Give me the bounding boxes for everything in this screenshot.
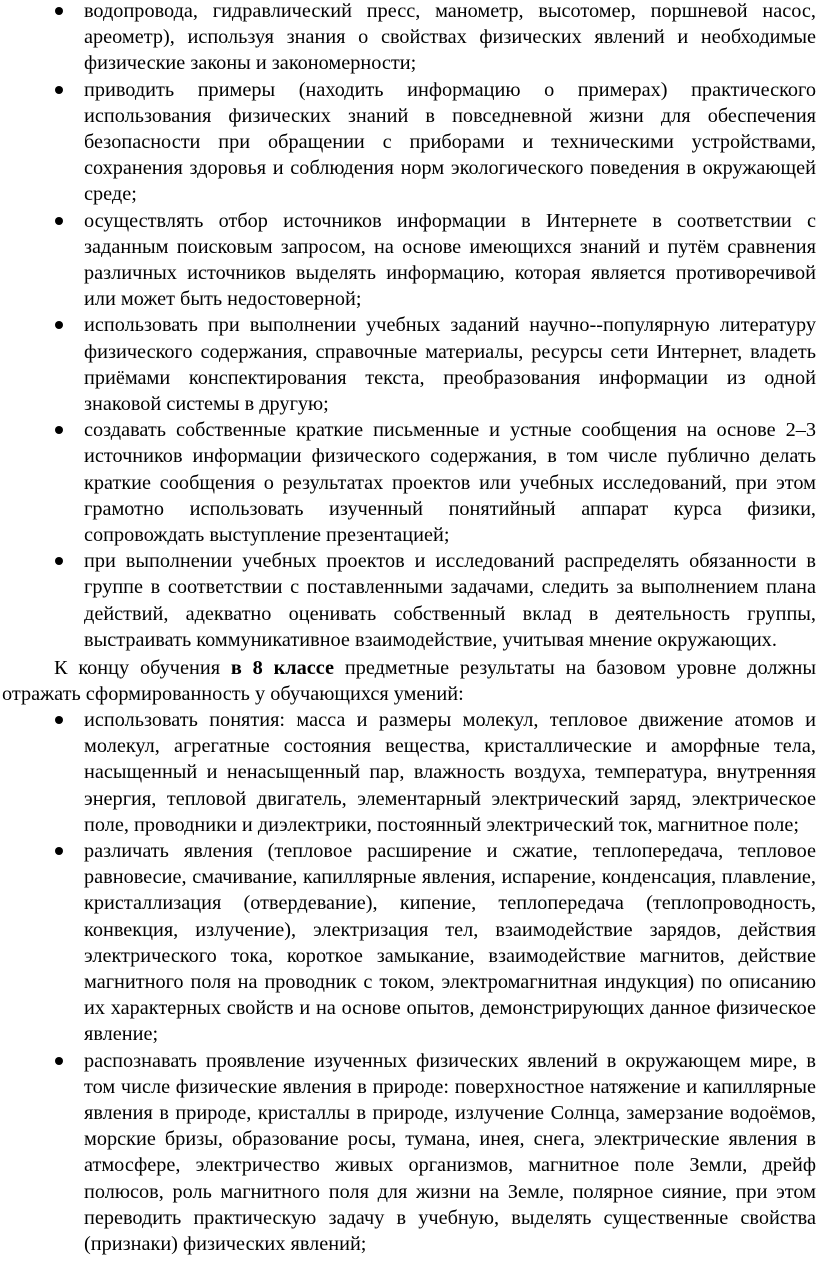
list-item-text: водопровода, гидравлический пресс, манометр, высотомер, поршневой насос, ареометр), используя знания о свойствах физических явлений и необходимые физические законы и закономерности; <box>84 0 816 75</box>
bullet-icon <box>55 1057 63 1065</box>
list-item <box>84 417 816 548</box>
list-item <box>84 0 816 77</box>
intro-text-before: К концу обучения <box>54 657 231 679</box>
intro-text-bold: в 8 классе <box>230 657 335 679</box>
bullet-icon <box>55 716 63 724</box>
list-item-text: при выполнении учебных проектов и исследований распределять обязанности в группе в соответствии с поставленными задачами, следить за выполнением плана действий, адекватно оценивать собственный вклад в деятельность группы, выстраивать коммуникативное взаимодействие, учитывая мнение окружающих. <box>84 550 816 651</box>
list-item <box>84 77 816 208</box>
list-item-text: использовать при выполнении учебных заданий научно--популярную литературу физического содержания, справочные материалы, ресурсы сети Интернет, владеть приёмами конспектирования текста, преобразования информации из одной знаковой системы в другую; <box>84 314 816 416</box>
list-item <box>84 707 816 838</box>
list-item <box>84 208 816 313</box>
bullet-list-grade-8-skills <box>0 707 816 1257</box>
list-item <box>84 838 816 1048</box>
list-item-text: осуществлять отбор источников информации в Интернете в соответствии с заданным поисковым запросом, на основе имеющихся знаний и путём сравнения различных источников выделять информацию, которая является противоречивой или может быть недостоверной; <box>84 209 816 311</box>
list-item-text: использовать понятия: масса и размеры молекул, тепловое движение атомов и молекул, агрегатные состояния вещества, кристаллические и аморфные тела, насыщенный и ненасыщенный пар, влажность воздуха, температура, внутренняя энергия, тепловой двигатель, элементарный электрический заряд, электрическое поле, проводники и диэлектрики, постоянный электрический ток, магнитное поле; <box>84 709 816 836</box>
list-item <box>84 1048 816 1258</box>
bullet-icon <box>55 321 63 329</box>
bullet-icon <box>55 217 63 225</box>
list-item-text: приводить примеры (находить информацию о примерах) практического использования физических знаний в повседневной жизни для обеспечения безопасности при обращении с приборами и техническими устройствами, сохранения здоровья и соблюдения норм экологического поведения в окружающей среде; <box>84 78 816 206</box>
bullet-icon <box>55 426 63 434</box>
list-item-text: распознавать проявление изученных физических явлений в окружающем мире, в том числе физические явления в природе: поверхностное натяжение и капиллярные явления в природе, кристаллы в природе, излучение Солнца, замерзание водоёмов, морские бризы, образование росы, тумана, инея, снега, электрические явления в атмосфере, электричество живых организмов, магнитное поле Земли, дрейф полюсов, роль магнитного поля для жизни на Земле, полярное сияние, при этом переводить практическую задачу в учебную, выделять существенные свойства (признаки) физических явлений; <box>84 1049 816 1256</box>
grade-8-intro-paragraph <box>0 655 816 707</box>
bullet-icon <box>55 557 63 565</box>
bullet-icon <box>55 7 63 15</box>
intro-text-after: предметные результаты на базовом уровне должны отражать сформированность у обучающихся умений: <box>2 657 816 706</box>
bullet-icon <box>55 847 63 855</box>
list-item-text: различать явления (тепловое расширение и сжатие, теплопередача, тепловое равновесие, смачивание, капиллярные явления, испарение, конденсация, плавление, кристаллизация (отвердевание), кипение, теплопередача (теплопроводность, конвекция, излучение), электризация тел, взаимодействие зарядов, действия электрического тока, короткое замыкание, взаимодействие магнитов, действие магнитного поля на проводник с током, электромагнитная индукция) по описанию их характерных свойств и на основе опытов, демонстрирующих данное физическое явление; <box>84 840 816 1046</box>
list-item <box>84 312 816 417</box>
bullet-icon <box>55 86 63 94</box>
list-item-text: создавать собственные краткие письменные и устные сообщения на основе 2–3 источников информации физического содержания, в том числе публично делать краткие сообщения о результатах проектов или учебных исследований, при этом грамотно использовать изученный понятийный аппарат курса физики, сопровождать выступление презентацией; <box>84 419 816 547</box>
list-item <box>84 548 816 653</box>
